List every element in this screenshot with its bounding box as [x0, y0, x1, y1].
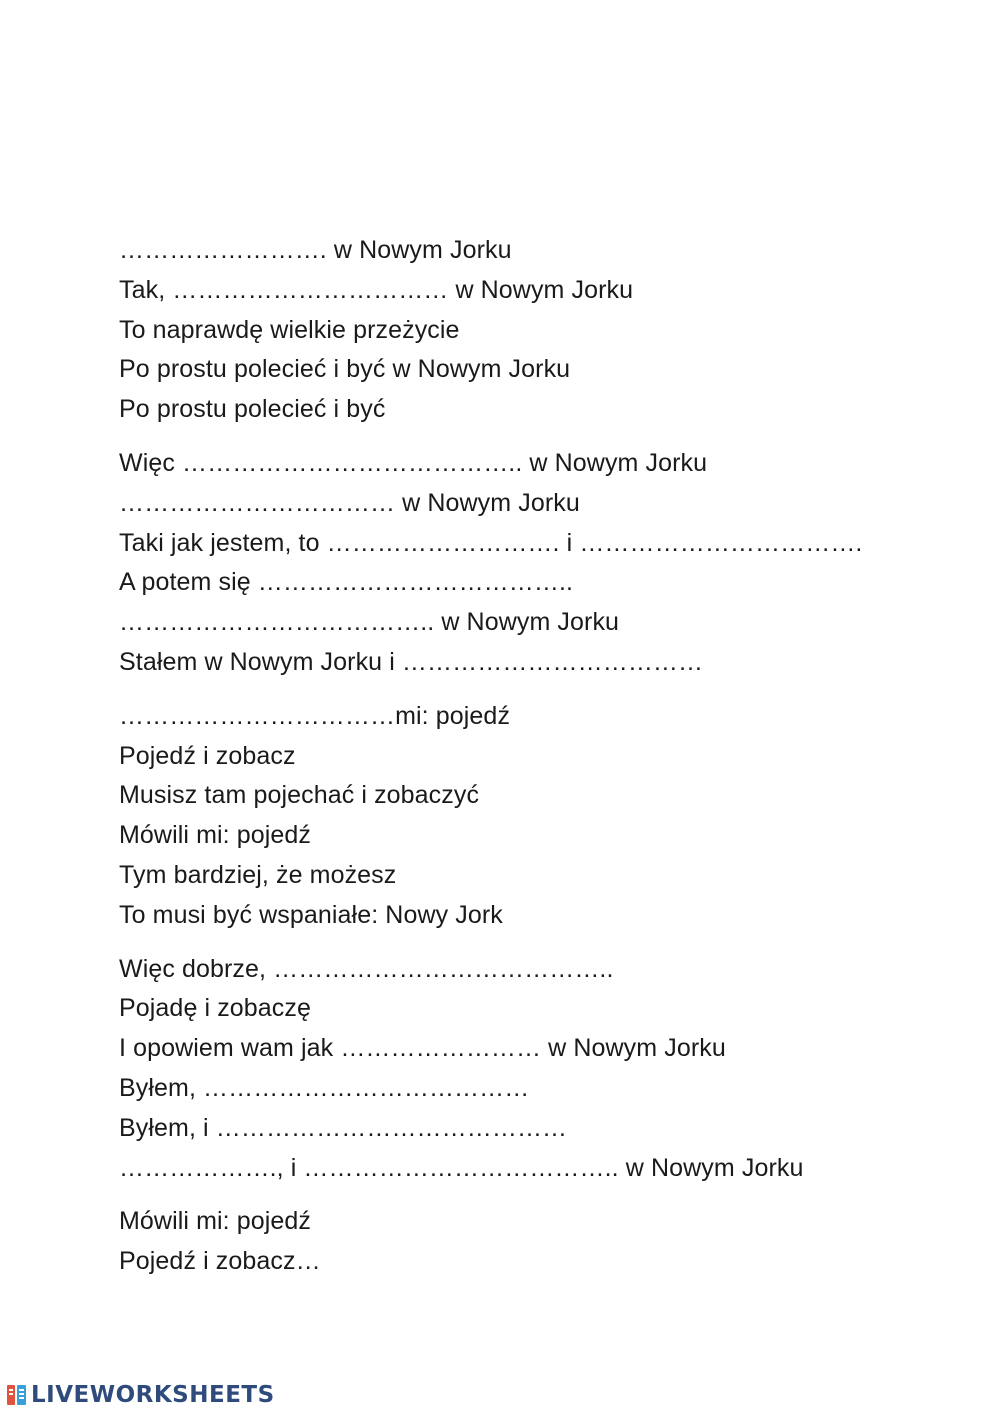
lyric-line: Pojedź i zobacz… [119, 1247, 321, 1276]
stanza-2 [119, 444, 939, 683]
lyric-line: Pojedź i zobacz [119, 741, 296, 770]
lyric-line: Więc dobrze, ………………………………….. [119, 954, 614, 983]
lyric-line: Tak, …………………………… w Nowym Jorku [119, 275, 634, 304]
lyric-line: ……………………………….. w Nowym Jorku [119, 608, 620, 637]
stanza-3 [119, 697, 939, 936]
lyric-line: Pojadę i zobaczę [119, 994, 312, 1023]
lyric-line: Musisz tam pojechać i zobaczyć [119, 781, 480, 810]
stanza-1 [119, 231, 939, 430]
lyric-line: Po prostu polecieć i być w Nowym Jorku [119, 355, 571, 384]
lyric-line: To musi być wspaniałe: Nowy Jork [119, 900, 503, 929]
stanza-4 [119, 950, 939, 1189]
lyric-line: ………………., i ……………………………….. w Nowym Jorku [119, 1153, 804, 1182]
lyric-line: Po prostu polecieć i być [119, 395, 386, 424]
lyric-line: …………………………… w Nowym Jorku [119, 488, 580, 517]
lyric-line: Mówili mi: pojedź [119, 1207, 312, 1236]
lyric-line: Byłem, ………………………………… [119, 1073, 530, 1102]
lyric-line: To naprawdę wielkie przeżycie [119, 315, 460, 344]
lyric-line: ……………………. w Nowym Jorku [119, 236, 512, 264]
lyric-line: Taki jak jestem, to ………………………. i ……………………………. [119, 528, 863, 557]
lyrics-text [119, 231, 939, 1296]
liveworksheets-logo-icon [6, 1382, 28, 1408]
lyric-line: Więc ………………………………….. w Nowym Jorku [119, 448, 708, 477]
liveworksheets-logo [6, 1380, 275, 1410]
lyric-line: Stałem w Nowym Jorku i ……………………………… [119, 647, 704, 676]
lyric-line: I opowiem wam jak …………………… w Nowym Jorku [119, 1034, 726, 1063]
lyric-line: Byłem, i …………………………………… [119, 1113, 568, 1142]
lyric-line: Tym bardziej, że możesz [119, 860, 397, 889]
stanza-5 [119, 1202, 939, 1282]
lyric-line: A potem się ……………………………….. [119, 568, 574, 597]
logo-wordmark: LIVEWORKSHEETS [31, 1382, 275, 1408]
lyric-line: ……………………………mi: pojedź [119, 701, 511, 730]
lyric-line: Mówili mi: pojedź [119, 821, 312, 850]
